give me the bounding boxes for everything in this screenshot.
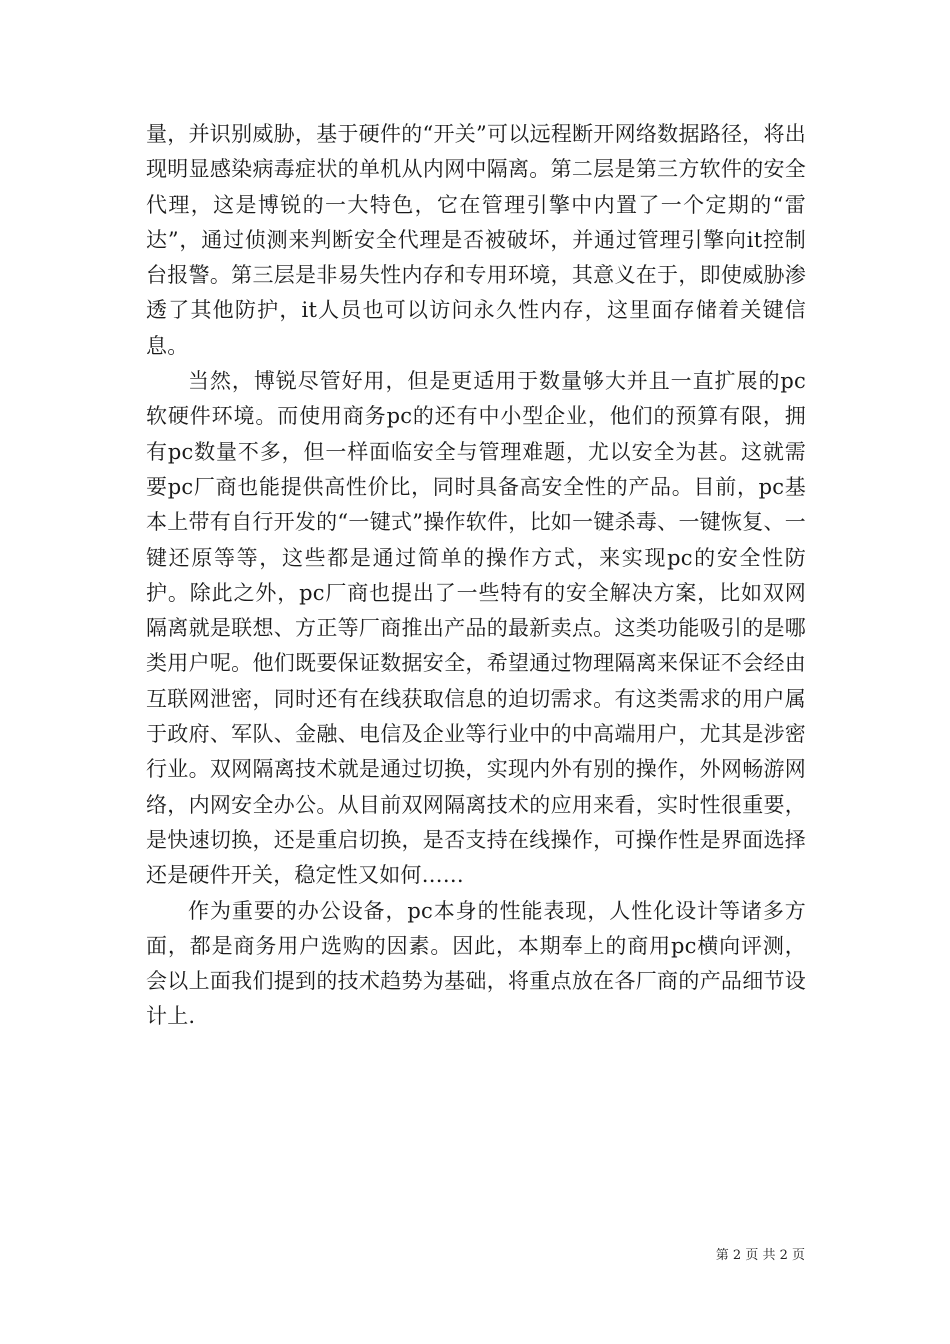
paragraph-3: 作为重要的办公设备，pc本身的性能表现，人性化设计等诸多方面，都是商务用户选购的因素。因此，本期奉上的商用pc横向评测，会以上面我们提到的技术趋势为基础，将重点放在各厂商的产品细节设计上. [146,898,806,1029]
paragraph-2: 当然，博锐尽管好用，但是更适用于数量够大并且一直扩展的pc软硬件环境。而使用商务pc的还有中小型企业，他们的预算有限，拥有pc数量不多，但一样面临安全与管理难题，尤以安全为甚。这就需要pc厂商也能提供高性价比，同时具备高安全性的产品。目前，pc基本上带有自行开发的“一键式”操作软件，比如一键杀毒、一键恢复、一键还原等等，这些都是通过简单的操作方式，来实现pc的安全性防护。除此之外，pc厂商也提出了一些特有的安全解决方案，比如双网隔离就是联想、方正等厂商推出产品的最新卖点。这类功能吸引的是哪类用户呢。他们既要保证数据安全，希望通过物理隔离来保证不会经由互联网泄密，同时还有在线获取信息的迫切需求。有这类需求的用户属于政府、军队、金融、电信及企业等行业中的中高端用户，尤其是涉密行业。双网隔离技术就是通过切换，实现内外有别的操作，外网畅游网络，内网安全办公。从目前双网隔离技术的应用来看，实时性很重要，是快速切换，还是重启切换，是否支持在线操作，可操作性是界面选择还是硬件开关，稳定性又如何…… [146,369,806,888]
page-number-footer: 第 2 页 共 2 页 [715,1248,805,1263]
document-body [146,117,806,1035]
paragraph-1: 量，并识别威胁，基于硬件的“开关”可以远程断开网络数据路径，将出现明显感染病毒症状的单机从内网中隔离。第二层是第三方软件的安全代理，这是博锐的一大特色，它在管理引擎中内置了一个定期的“雷达”，通过侦测来判断安全代理是否被破坏，并通过管理引擎向it控制台报警。第三层是非易失性内存和专用环境，其意义在于，即使威胁渗透了其他防护，it人员也可以访问永久性内存，这里面存储着关键信息。 [146,122,806,358]
